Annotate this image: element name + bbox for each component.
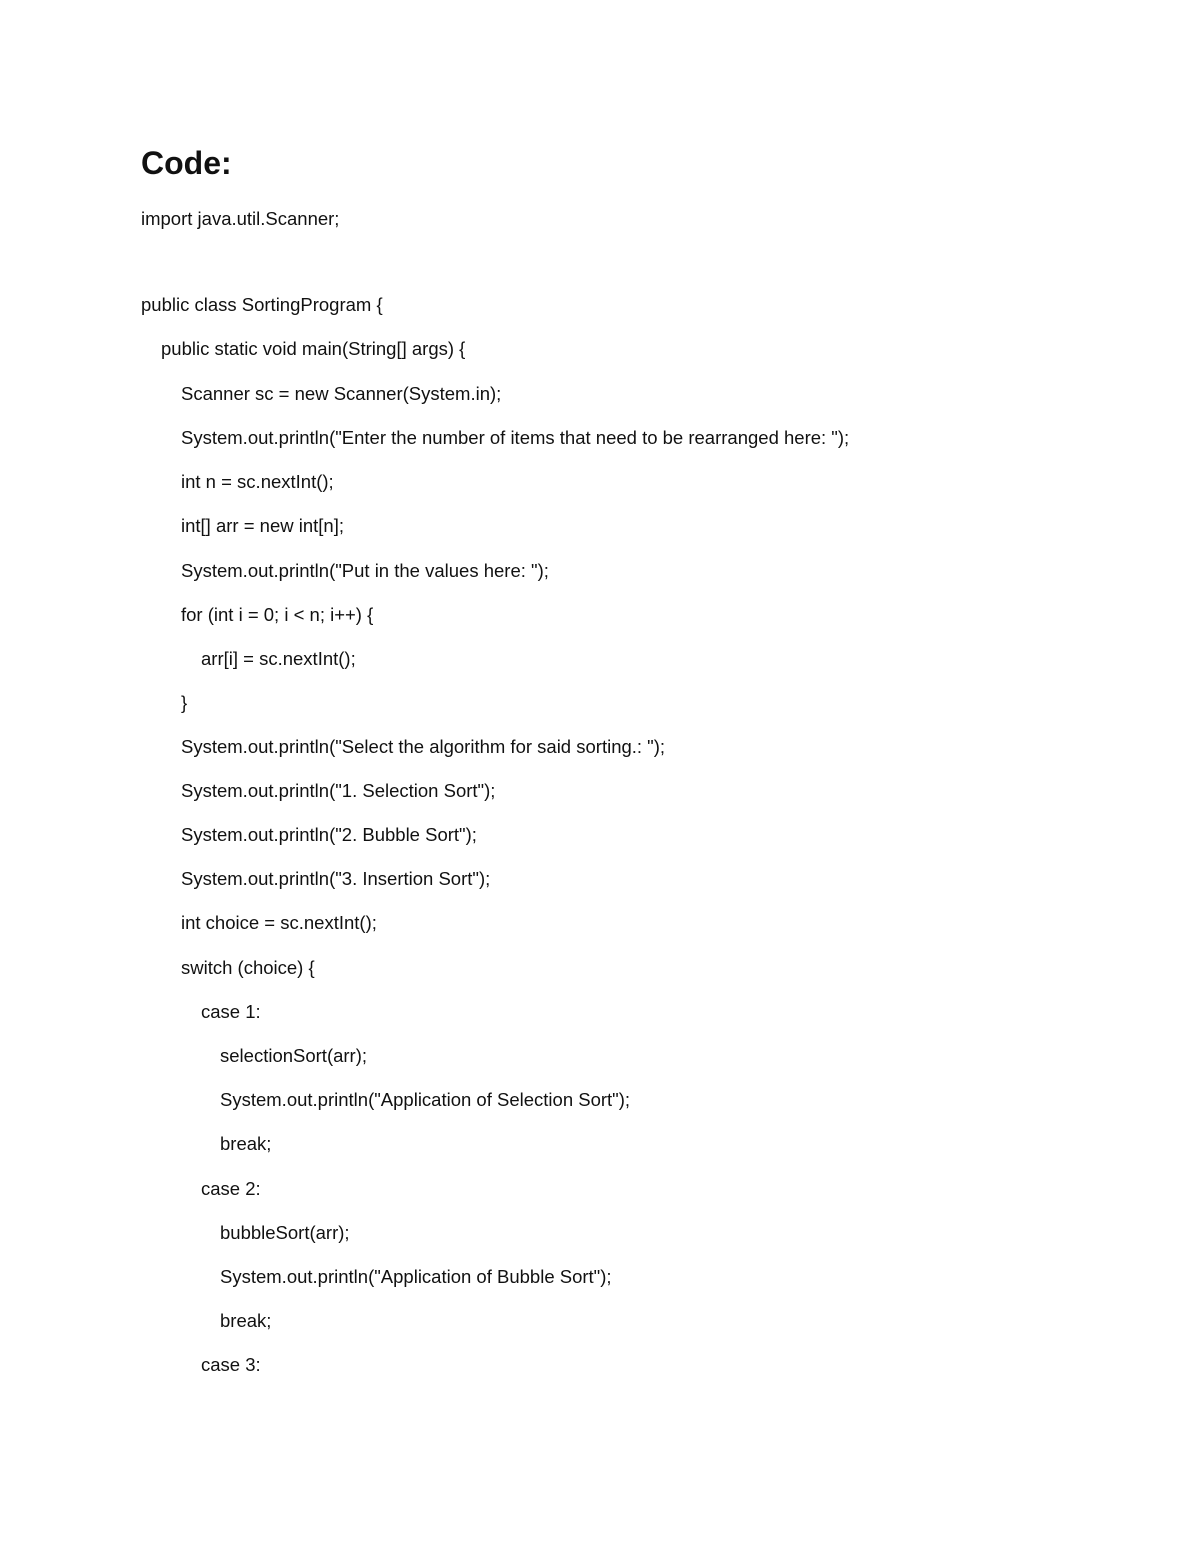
code-line: arr[i] = sc.nextInt(); bbox=[201, 648, 356, 669]
code-line: switch (choice) { bbox=[181, 957, 315, 978]
code-line: break; bbox=[220, 1133, 272, 1154]
code-line: break; bbox=[220, 1310, 272, 1331]
code-line: for (int i = 0; i < n; i++) { bbox=[181, 604, 374, 625]
code-line: int n = sc.nextInt(); bbox=[181, 471, 334, 492]
code-line: System.out.println("Put in the values here: "); bbox=[181, 560, 549, 581]
code-line: bubbleSort(arr); bbox=[220, 1222, 350, 1243]
code-line: System.out.println("Application of Selection Sort"); bbox=[220, 1089, 631, 1110]
code-line: case 3: bbox=[201, 1354, 261, 1375]
page-heading: Code: bbox=[141, 145, 232, 181]
code-line: selectionSort(arr); bbox=[220, 1045, 368, 1066]
code-line: System.out.println("3. Insertion Sort"); bbox=[181, 868, 491, 889]
code-line: System.out.println("Select the algorithm for said sorting.: "); bbox=[181, 736, 666, 757]
code-line: System.out.println("1. Selection Sort"); bbox=[181, 780, 496, 801]
code-line: case 1: bbox=[201, 1001, 261, 1022]
code-line: int choice = sc.nextInt(); bbox=[181, 912, 377, 933]
code-line: System.out.println("2. Bubble Sort"); bbox=[181, 824, 477, 845]
code-line: public class SortingProgram { bbox=[141, 294, 383, 315]
code-line: int[] arr = new int[n]; bbox=[181, 515, 344, 536]
code-line: import java.util.Scanner; bbox=[141, 208, 340, 229]
code-line: System.out.println("Enter the number of items that need to be rearranged here: "); bbox=[181, 427, 850, 448]
code-line: } bbox=[181, 692, 188, 713]
code-line: case 2: bbox=[201, 1178, 261, 1199]
code-line: Scanner sc = new Scanner(System.in); bbox=[181, 383, 502, 404]
code-line: public static void main(String[] args) { bbox=[161, 338, 466, 359]
code-line: System.out.println("Application of Bubble Sort"); bbox=[220, 1266, 612, 1287]
